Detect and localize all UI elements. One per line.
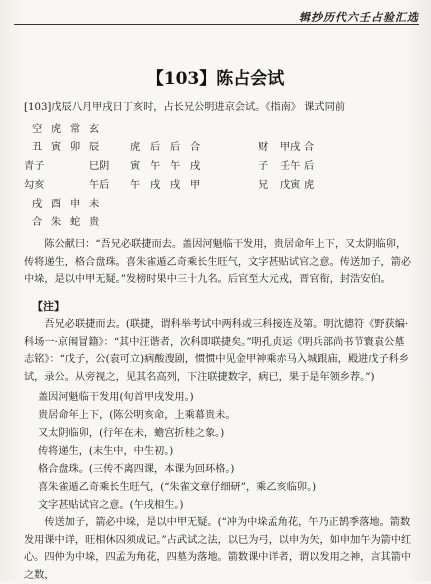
- note-line: 贵居命年上下，(陈公明亥命，上乘幕贵未。: [38, 410, 236, 421]
- note-line: 文字甚贴试官之意。(午戌相生。): [38, 500, 184, 511]
- note-line: 格合盘珠。(三传不离四课，本课为回环格。): [38, 464, 235, 475]
- intro-line: [103]戊辰八月甲戌日丁亥时，占长兄公明进京会试。《指南》 课式同前: [24, 102, 345, 113]
- book-page: 辑抄历代六壬占验汇选 【103】陈占会试 [103]戊辰八月甲戌日丁亥时，占长兄公明进京会试。《指南》 课式同前 空 虎 常 玄 丑 寅 卯 辰 虎 后 后 合 财 甲戌 合 青子 巳阴 寅 午 午 戌 子 壬午 后 勾亥 午后 午 戌 戌 甲 兄 戊寅 虎 戌 酉 申 未 合 朱 蛇 贵 陈公献曰：“吾兄必联捷而去。盖因河魁临干发用，贵居命年上下，又太阴临卯，传将递生，格合盘珠。喜朱雀遁乙奇乘长生旺气，文字甚贴试官之意。传送加子，箭必中垛，是以中甲无疑。”发榜时果中三十九名。后官至大元戎，晋官衔，封浩安伯。 【注】 吾兄必联捷而去。(联捷，谓科举考试中两科或三科接连及第。明沈德符《野获编·科场一·京闱冒籍》：“其中汪谐者，次科即联捷矣。”明孔贞运《明兵部尚书节寰袁公墓志铭》：“戊子，公(袁可立)病酸溲剧，惯惯中见金甲神乘赤马入城跟庙，殿进戊子科乡试，录公。从旁视之，见其名高列，下注联捷数字，病已，果于是年领乡荐。”) 盖因河魁临干发用(旬首甲戌发用。) 贵居命年上下，(陈公明亥命，上乘幕贵未。 又太阴临卯，(行年在未，蟾宫折桂之象。) 传将递生，(末生中，中生初。) 格合盘珠。(三传不离四课，本课为回环格。) 喜朱雀遁乙奇乘长生旺气，(“朱雀文章仔细研”，乘乙亥临卯。) 文字甚贴试官之意。(午戌相生。) 传送加子，箭必中垛，是以中甲无疑。(“冲为中垛孟角花，午乃正鹄季落地。箭数发用课中详，旺相休囚须成记。”占武试之法，以巳为弓，以申为矢，如申加午为箭中红心。四仲为中垛，四孟为角花，四墓为落地。箭数课中详者，谓以发用之神，言其箭中之数，: [0, 0, 431, 581]
- note-paragraph: 吾兄必联捷而去。(联捷，谓科举考试中两科或三科接连及第。明沈德符《野获编·科场一·京闱冒籍》：“其中汪谐者，次科即联捷矣。”明孔贞运《明兵部尚书节寰袁公墓志铭》：“戊子，公(袁可立)病酸溲剧，惯惯中见金甲神乘赤马入城跟庙，殿进戊子科乡试，录公。从旁视之，见其名高列，下注联捷数字，病已，果于是年领乡荐。”): [24, 319, 409, 383]
- section-title: 【103】陈占会试: [146, 69, 285, 89]
- note-line: 又太阴临卯，(行年在未，蟾宫折桂之象。): [38, 428, 225, 439]
- note-line: 喜朱雀遁乙奇乘长生旺气，(“朱雀文章仔细研”，乘乙亥临卯。): [38, 482, 317, 493]
- main-paragraph: 陈公献曰：“吾兄必联捷而去。盖因河魁临干发用，贵居命年上下，又太阴临卯，传将递生，格合盘珠。喜朱雀遁乙奇乘长生旺气，文字甚贴试官之意。传送加子，箭必中垛，是以中甲无疑。”发榜时果中三十九名。后官至大元戎，晋官衔，封浩安伯。: [24, 239, 412, 285]
- last-paragraph: 传送加子，箭必中垛，是以中甲无疑。(“冲为中垛孟角花，午乃正鹄季落地。箭数发用课中详，旺相休囚须成记。”占武试之法，以巳为弓，以申为矢，如申加午为箭中红心。四仲为中垛，四孟为角花，四墓为落地。箭数课中详者，谓以发用之神，言其箭中之数，: [24, 517, 412, 581]
- running-header: 辑抄历代六壬占验汇选: [299, 11, 419, 24]
- header-rule: [14, 24, 419, 25]
- note-line: 盖因河魁临干发用(旬首甲戌发用。): [38, 392, 194, 403]
- note-heading: 【注】: [32, 300, 65, 313]
- note-line: 传将递生，(末生中，中生初。): [38, 446, 174, 457]
